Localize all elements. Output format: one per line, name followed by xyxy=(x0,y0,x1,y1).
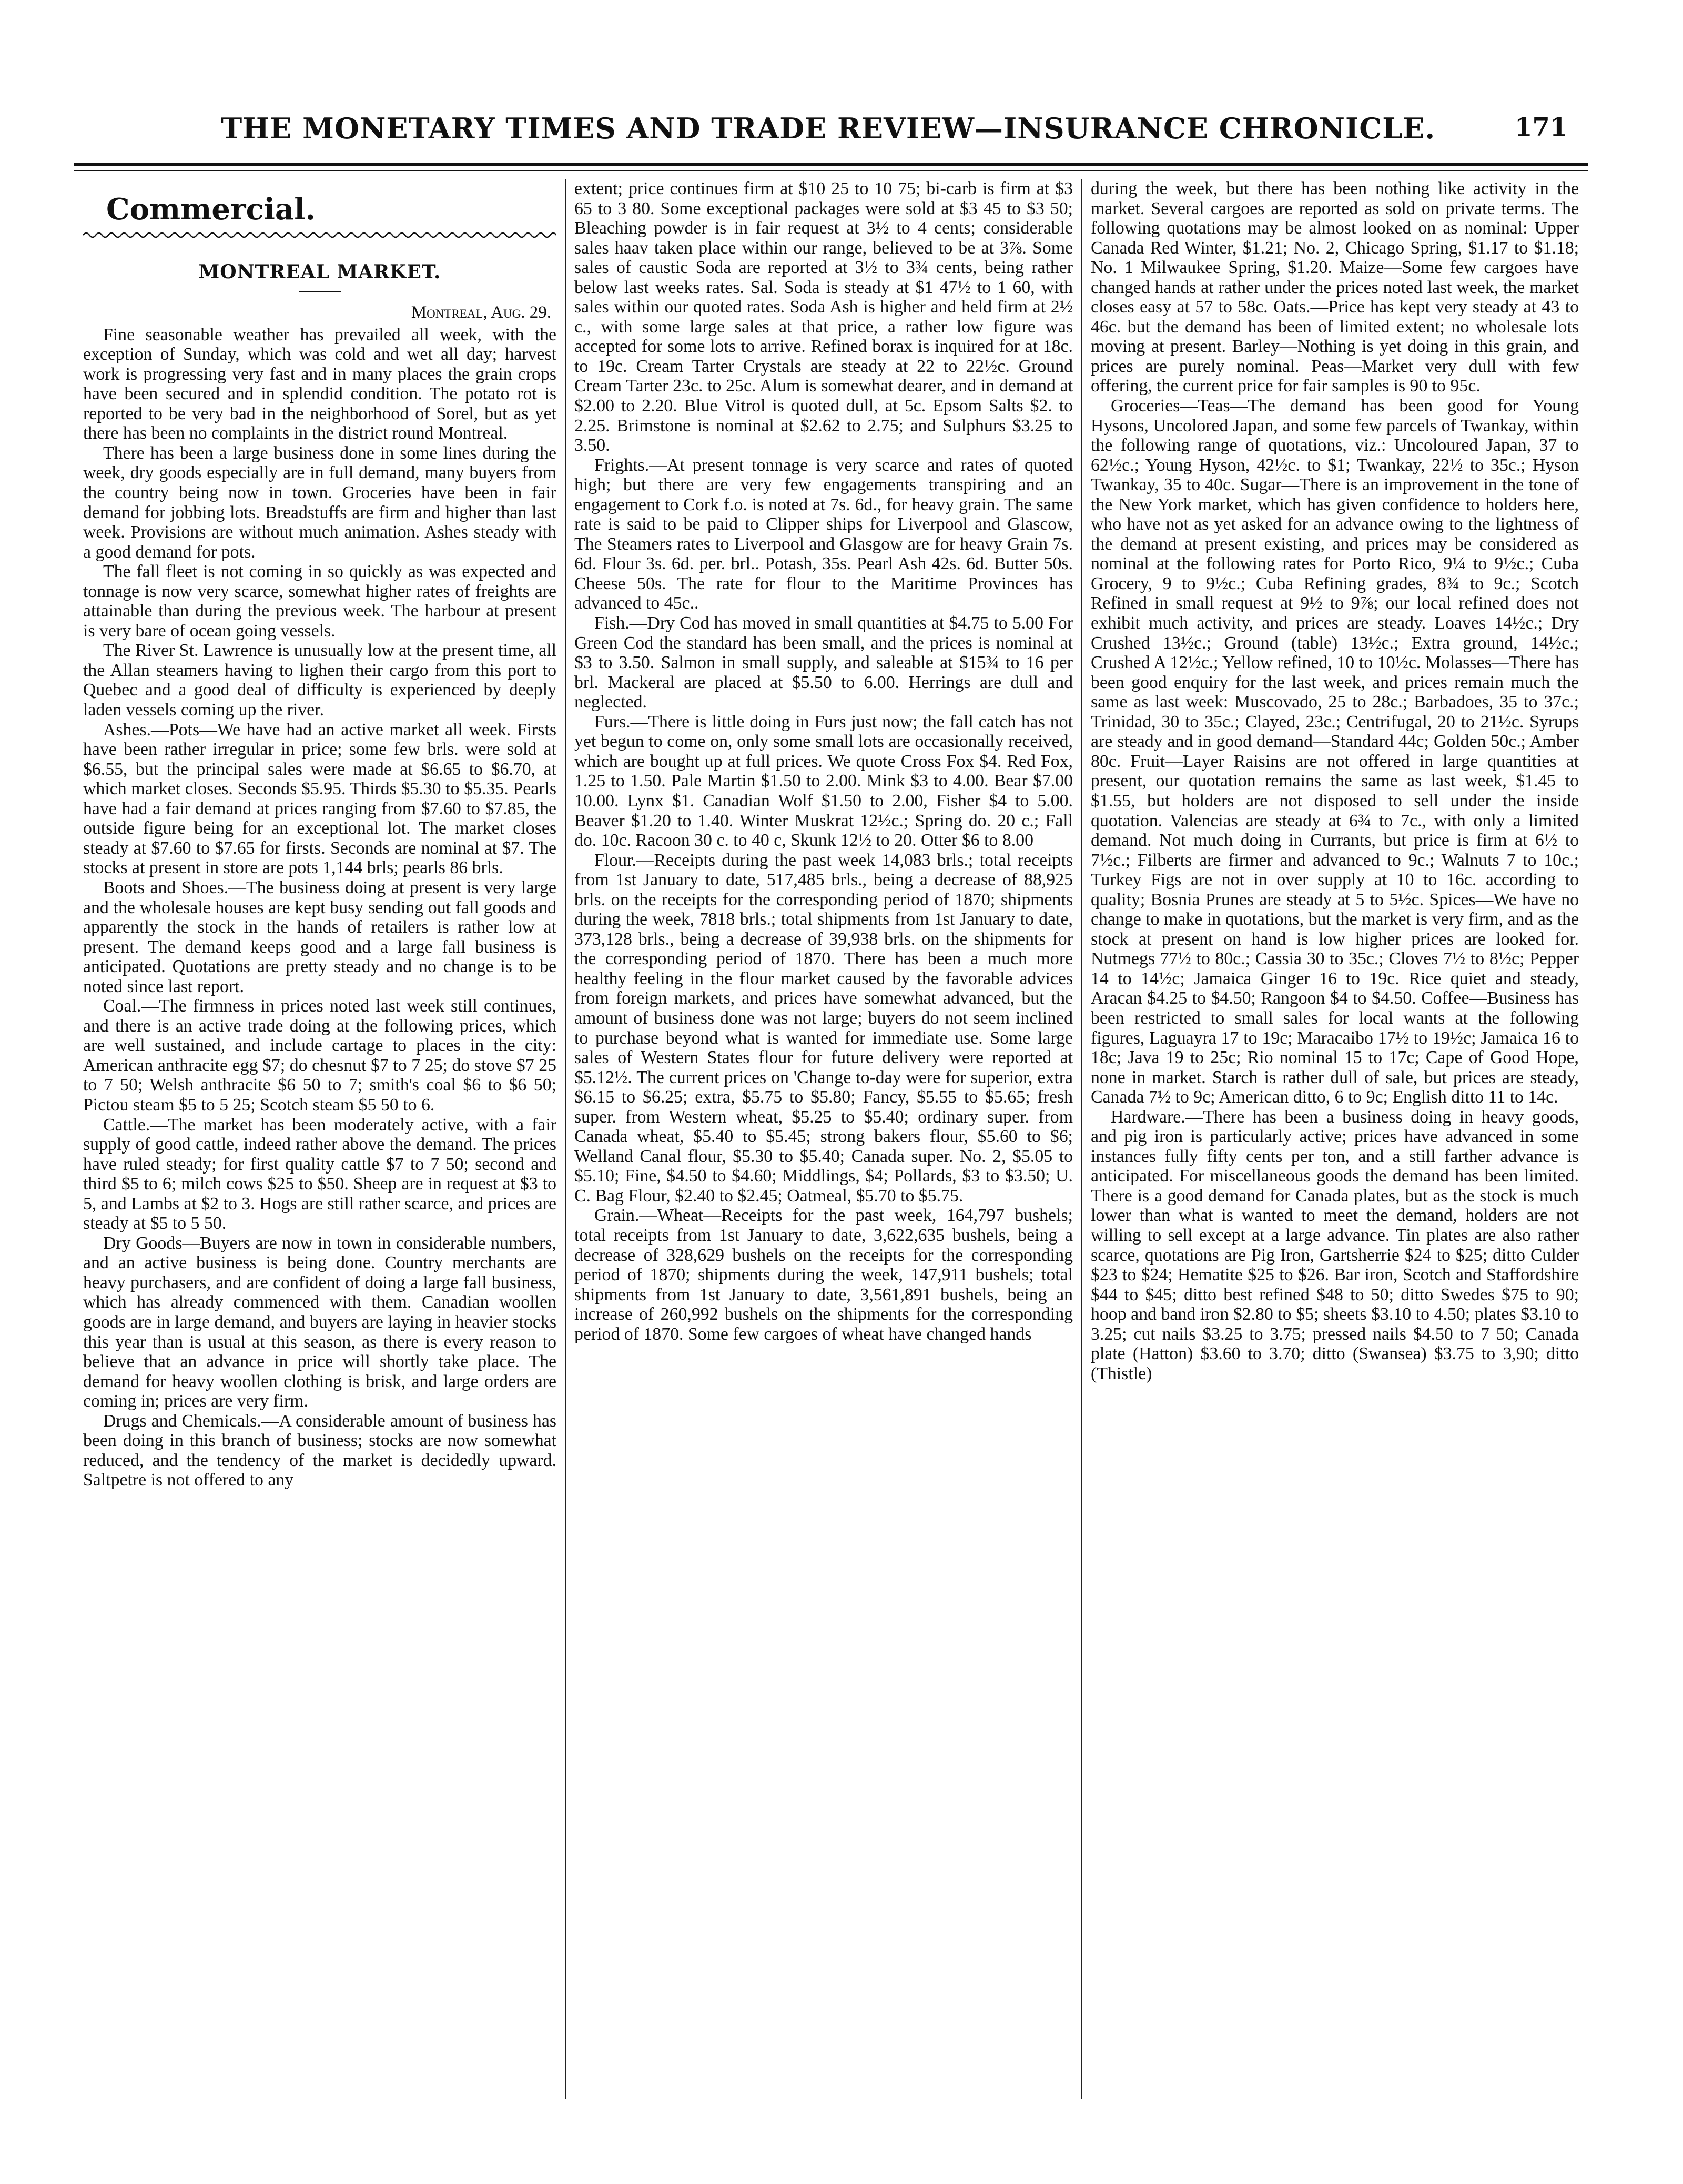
section-subtitle: MONTREAL MARKET. xyxy=(198,260,441,283)
paragraph-grain: Grain.—Wheat—Receipts for the past week, 164,797 bushels; total receipts from 1st January to date, 3,622,635 bushels, being a decrease of 328,629 bushels on the receipts for the corresponding period of 1870; shipments during the week, 147,911 bushels; total shipments from 1st January to date, 3,561,891 bushels, being an increase of 260,992 bushels on the shipments for the corresponding period of 1870. Some few cargoes of wheat have changed hands xyxy=(574,1206,1073,1344)
paragraph-furs: Furs.—There is little doing in Furs just now; the fall catch has not yet begun to come on, only some small lots are occasionally received, which are bought up at full prices. We quote Cross Fox $4. Red Fox, 1.25 to 1.50. Pale Martin $1.50 to 2.00. Mink $3 to 4.00. Bear $7.00 10.00. Lynx $1. Canadian Wolf $1.50 to 2.00, Fisher $4 to 5.00. Beaver $1.20 to 1.40. Winter Muskrat 12½c.; Spring do. 20 c.; Fall do. 10c. Racoon 30 c. to 40 c, Skunk 12½ to 20. Otter $6 to 8.00 xyxy=(574,712,1073,851)
paragraph-flour: Flour.—Receipts during the past week 14,083 brls.; total receipts from 1st January to date, 517,485 brls., being a decrease of 88,925 brls. on the receipts for the corresponding period of 1870; shipments during the week, 7818 brls.; total shipments from 1st January to date, 373,128 brls., being a decrease of 39,938 brls. on the shipments for the corresponding period of 1870. There has been a much more healthy feeling in the flour market caused by the favorable advices from foreign markets, and prices have somewhat advanced, but the amount of business done was not large; buyers do not seem inclined to purchase beyond what is wanted for immediate use. Some large sales of Western States flour for future delivery were reported at $5.12½. The current prices on 'Change to-day were for superior, extra $6.15 to $6.25; extra, $5.75 to $5.80; Fancy, $5.55 to $5.65; fresh super. from Western wheat, $5.25 to $5.40; ordinary super. from Canada wheat, $5.40 to $5.45; strong bakers flour, $5.60 to $6; Welland Canal flour, $5.30 to $5.40; Canada super. No. 2, $5.05 to $5.10; Fine, $4.50 to $4.60; Middlings, $4; Pollards, $3 to $3.50; U. C. Bag Flour, $2.40 to $2.45; Oatmeal, $5.70 to $5.75. xyxy=(574,850,1073,1206)
paragraph: There has been a large business done in some lines during the week, dry goods especially are in full demand, many buyers from the country being now in town. Groceries have been in fair demand for jobbing lots. Breadstuffs are firm and higher than last week. Provisions are without much animation. Ashes steady with a good demand for pots. xyxy=(83,443,556,562)
paragraph-boots-and-shoes: Boots and Shoes.—The business doing at present is very large and the wholesale houses are kept busy sending out fall goods and apparently the stock in the hands of retailers is rather low at present. The demand keeps good and a large fall business is anticipated. Quotations are pretty steady and no change is to be noted since last report. xyxy=(83,877,556,996)
header-rule-thin xyxy=(74,170,1588,171)
paragraph-freights: Frights.—At present tonnage is very scarce and rates of quoted high; but there are very few engagements transpiring and an engagement to Cork f.o. is noted at 7s. 6d., for heavy grain. The same rate is said to be paid to Clipper ships for Liverpool and Glascow, The Steamers rates to Liverpool and Glasgow are for heavy Grain 7s. 6d. Flour 3s. 6d. per. brl.. Potash, 35s. Pearl Ash 42s. 6d. Butter 50s. Cheese 50s. The rate for flour to the Maritime Provinces has advanced to 45c.. xyxy=(574,455,1073,613)
column-2 xyxy=(574,179,1073,2099)
paragraph: Fine seasonable weather has prevailed all week, with the exception of Sunday, which was cold and wet all day; harvest work is progressing very fast and in many places the grain crops have been secured and in splendid condition. The potato rot is reported to be very bad in the neighborhood of Sorel, but as yet there has been no complaints in the district round Montreal. xyxy=(83,325,556,443)
paragraph-coal: Coal.—The firmness in prices noted last week still continues, and there is an active trade doing at the following prices, which are well sustained, and include cartage to places in the city: American anthracite egg $7; do chesnut $7 to 7 25; do stove $7 25 to 7 50; Welsh anthracite $6 50 to 7; smith's coal $6 to $6 50; Pictou steam $5 to 5 25; Scotch steam $5 50 to 6. xyxy=(83,996,556,1115)
paragraph-hardware: Hardware.—There has been a business doing in heavy goods, and pig iron is particularly active; prices have advanced in some instances fully fifty cents per ton, and a still farther advance is anticipated. For miscellaneous goods the demand has been limited. There is a good demand for Canada plates, but as the stock is much lower than what is wanted to meet the demand, holders are not willing to sell except at a large advance. Tin plates are also rather scarce, quotations are Pig Iron, Gartsherrie $24 to $25; ditto Culder $23 to $24; Hematite $25 to $26. Bar iron, Scotch and Staffordshire $44 to $45; ditto best refined $48 to 50; ditto Swedes $75 to 90; hoop and band iron $2.80 to $5; sheets $3.10 to 4.50; plates $3.10 to 3.25; cut nails $3.25 to 3.75; pressed nails $4.50 to 7 50; Canada plate (Hatton) $3.60 to 3.70; ditto (Swansea) $3.75 to 3,90; ditto (Thistle) xyxy=(1091,1107,1579,1383)
section-title: Commercial. xyxy=(106,192,316,227)
header-rule-thick xyxy=(74,163,1588,166)
paragraph-ashes: Ashes.—Pots—We have had an active market all week. Firsts have been rather irregular in price; some few brls. were sold at $6.55, but the principal sales were made at $6.65 to $6.70, at which market closes. Seconds $5.95. Thirds $5.30 to $5.35. Pearls have had a fair demand at prices ranging from $7.60 to $7.85, the outside figure being for an exceptional lot. The market closes steady at $7.60 to $7.65 for firsts. Seconds are nominal at $7. The stocks at present in store are pots 1,144 brls; pearls 86 brls. xyxy=(83,720,556,878)
paragraph-continued: extent; price continues firm at $10 25 to 10 75; bi-carb is firm at $3 65 to 3 80. Some exceptional packages were sold at $3 45 to $3 50; Bleaching powder is in fair request at 3½ to 4 cents; considerable sales haav taken place within our range, believed to be at 3⅞. Some sales of caustic Soda are reported at 3½ to 3¾ cents, being rather below last weeks rates. Sal. Soda is steady at $1 47½ to 1 60, with sales within our quoted rates. Soda Ash is higher and held firm at 2½ c., with some large sales at that price, a rather low figure was accepted for some lots to arrive. Refined borax is inquired for at 18c. to 19c. Cream Tarter Crystals are steady at 22 to 22½c. Ground Cream Tarter 23c. to 25c. Alum is somewhat dearer, and in demand at $2.00 to 2.20. Blue Vitrol is quoted dull, at 5c. Epsom Salts $2. to 2.25. Brimstone is nominal at $2.62 to 2.75; and Sulphurs $3.25 to 3.50. xyxy=(574,179,1073,456)
column-3 xyxy=(1091,179,1579,2099)
column-divider xyxy=(1081,179,1082,2099)
paragraph: The River St. Lawrence is unusually low at the present time, all the Allan steamers having to lighen their cargo from this port to Quebec and a good deal of difficulty is experienced by deeply laden vessels coming up the river. xyxy=(83,641,556,720)
page-number: 171 xyxy=(1515,113,1568,142)
short-rule xyxy=(299,291,341,292)
paragraph: The fall fleet is not coming in so quickly as was expected and tonnage is now very scarce, somewhat higher rates of freights are attainable than during the previous week. The harbour at present is very bare of ocean going vessels. xyxy=(83,562,556,641)
column-1 xyxy=(83,179,556,2099)
wavy-rule xyxy=(83,229,556,241)
paragraph-cattle: Cattle.—The market has been moderately active, with a fair supply of good cattle, indeed rather above the demand. The prices have ruled steady; for first quality cattle $7 to 7 50; second and third $5 to 6; milch cows $25 to $50. Sheep are in request at $3 to 5, and Lambs at $2 to 3. Hogs are still rather scarce, and prices are steady at $5 to 5 50. xyxy=(83,1115,556,1233)
paragraph-dry-goods: Dry Goods—Buyers are now in town in considerable numbers, and an active business is being done. Country merchants are heavy purchasers, and are confident of doing a large fall business, which has already commenced with them. Canadian woollen goods are in large demand, and buyers are laying in heavier stocks this year than is usual at this season, as there is every reason to believe that an advance in price will shortly take place. The demand for heavy woollen clothing is brisk, and large orders are coming in; prices are very firm. xyxy=(83,1233,556,1411)
paragraph-groceries: Groceries—Teas—The demand has been good for Young Hysons, Uncolored Japan, and some few parcels of Twankay, within the following range of quotations, viz.: Uncoloured Japan, 37 to 62½c.; Young Hyson, 42½c. to $1; Twankay, 22½ to 35c.; Hyson Twankay, 35 to 40c. Sugar—There is an improvement in the tone of the New York market, which has given confidence to holders here, who have not as yet asked for an advance owing to the lightness of the demand at present existing, and prices may be considered as nominal at the following rates for Porto Rico, 9¼ to 9½c.; Cuba Grocery, 9 to 9½c.; Cuba Refining grades, 8¾ to 9c.; Scotch Refined in small request at 9½ to 9⅞; our local refined does not exhibit much activity, and prices are steady. Loaves 14½c.; Dry Crushed 13½c.; Ground (table) 13½c.; Extra ground, 14½c.; Crushed A 12½c.; Yellow refined, 10 to 10½c. Molasses—There has been good enquiry for the last week, and prices remain much the same as last week: Muscovado, 25 to 28c.; Barbadoes, 35 to 37c.; Trinidad, 30 to 35c.; Clayed, 23c.; Centrifugal, 20 to 21½c. Syrups are steady and in good demand—Standard 44c; Golden 50c.; Amber 80c. Fruit—Layer Raisins are not offered in large quantities at present, our quotation remains the same as last week, $1.45 to $1.55, but holders are not disposed to sell under the inside quotation. Valencias are steady at 6¾ to 7c., with only a limited demand. Not much doing in Currants, but price is firm at 6½ to 7½c.; Filberts are firmer and advanced to 9c.; Walnuts 7 to 10c.; Turkey Figs are not in over supply at 10 to 16c. according to quality; Bosnia Prunes are steady at 5 to 5½c. Spices—We have no change to make in quotations, but the market is very firm, and as the stock at present on hand is low higher prices are looked for. Nutmegs 77½ to 80c.; Cassia 30 to 35c.; Cloves 7½ to 8½c; Pepper 14 to 14½c; Jamaica Ginger 16 to 19c. Rice quiet and steady, Aracan $4.25 to $4.50; Rangoon $4 to $4.50. Coffee—Business has been restricted to small sales for local wants at the following figures, Laguayra 17 to 19c; Maracaibo 17½ to 19½c; Jamaica 16 to 18c; Java 19 to 25c; Rio nominal 15 to 17c; Cape of Good Hope, none in market. Starch is rather dull of sale, but prices are steady, Canada 7½ to 9c; American ditto, 6 to 9c; English ditto 11 to 14c. xyxy=(1091,396,1579,1107)
paragraph-drugs-and-chemicals: Drugs and Chemicals.—A considerable amount of business has been doing in this branch of business; stocks are now somewhat reduced, and the tendency of the market is decidedly upward. Saltpetre is not offered to any xyxy=(83,1411,556,1490)
paragraph-continued: during the week, but there has been nothing like activity in the market. Several cargoes are reported as sold on private terms. The following quotations may be almost looked on as nominal: Upper Canada Red Winter, $1.21; No. 2, Chicago Spring, $1.17 to $1.18; No. 1 Milwaukee Spring, $1.20. Maize—Some few cargoes have changed hands at rather under the prices noted last week, the market closes easy at 57 to 58c. Oats.—Price has kept very steady at 43 to 46c. but the demand has been of limited extent; no wholesale lots moving at present. Barley—Nothing is yet doing in this grain, and prices are purely nominal. Peas—Market very dull with few offering, the current price for fair samples is 90 to 95c. xyxy=(1091,179,1579,396)
dateline: Montreal, Aug. 29. xyxy=(411,303,551,322)
paragraph-fish: Fish.—Dry Cod has moved in small quantities at $4.75 to 5.00 For Green Cod the standard has been small, and the prices is nominal at $3 to 3.50. Salmon in small supply, and saleable at $15¾ to 16 per brl. Mackeral are placed at $5.50 to 6.00. Herrings are dull and neglected. xyxy=(574,613,1073,712)
running-header: THE MONETARY TIMES AND TRADE REVIEW—INSURANCE CHRONICLE. xyxy=(221,112,1436,145)
column-divider xyxy=(565,179,566,2099)
